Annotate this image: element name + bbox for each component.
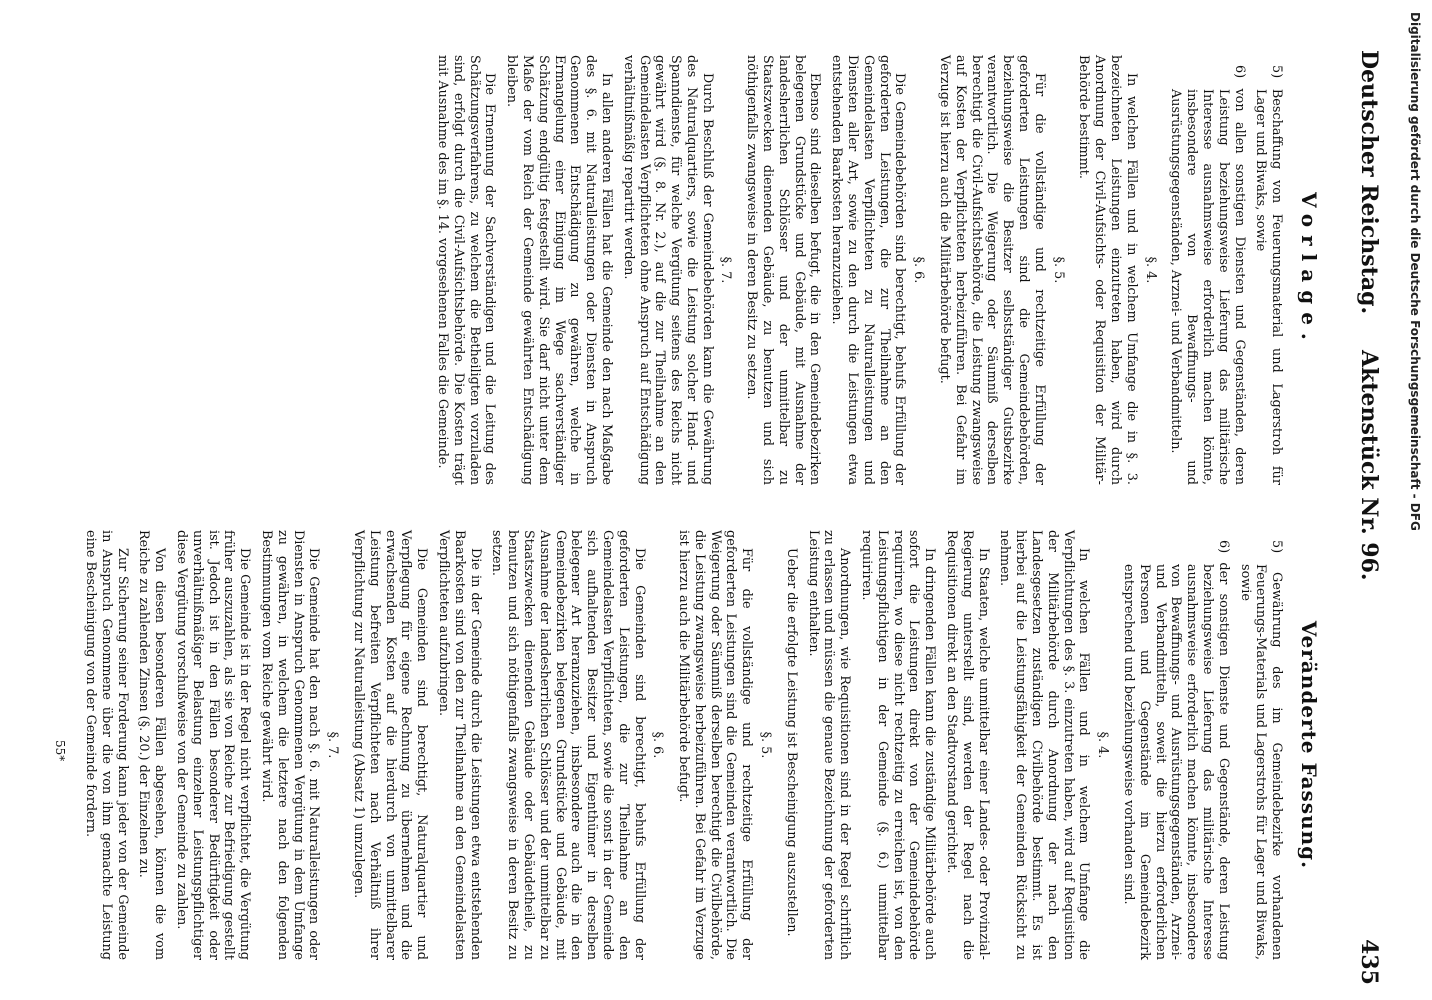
header-left-title: Deutscher Reichstag. <box>1356 50 1382 315</box>
right-column-heading: Veränderte Fassung. <box>1297 620 1321 870</box>
page-header <box>1342 50 1382 985</box>
right-section-7-title: §. 7. <box>325 731 341 759</box>
left-column-vorlage <box>428 55 1322 485</box>
left-section-7-text-2: In allen anderen Fällen hat die Gemeinde den nach Maßgabe des §. 6. mit Naturalleistungen oder Diensten in Anspruch Genommenen Entschädigung zu gewähren, welche in Ermangelung einer Einigung im Wege sachverständiger Schätzung endgültig festgestellt wird. Sie darf nicht unter dem Maße der vom Reich der Gemeinde gewährten Entschädigung bleiben. <box>504 55 614 485</box>
left-section-5-title: §. 5. <box>1050 256 1066 284</box>
left-section-7-text-3: Die Ernennung der Sachverständigen und die Leitung des Schätzungsverfahrens, zu welchem die Betheiligten vorzuladen sind, erfolgt durch die Civil-Aufsichtsbehörde. Die Kosten trägt mit Ausnahme des im §. 14. vorgesehenen Falles die Gemeinde. <box>434 55 498 485</box>
left-section-4-title: §. 4. <box>1142 256 1158 284</box>
right-item-6: 6) der sonstigen Dienste und Gegenstände, deren Leistung beziehungsweise Lieferung das militärische Interesse ausnahmsweise erforderlich machen könnte, insbesondere von Bewaffnungs- und Ausrüstungsgegenständen, Arznei- und Verbandmitteln, soweit die hierzu erforderlichen Personen und Gegenstände im Gemeindebezirk entsprechend und beziehungsweise vorhanden sind. <box>1121 540 1231 960</box>
right-section-6-text-3: Die Gemeinden sind berechtigt, Naturalquartier und Verpflegung für eigene Rechnung zu übernehmen und die erwachsenden Kosten auf die hierdurch von unmittelbarer Leistung befreiten Verpflichteten nach Verhältniß ihrer Verpflichtung zur Naturalleistung (Absatz 1) umzulegen. <box>350 530 430 960</box>
right-section-7-text-1: Die Gemeinde hat den nach §. 6. mit Naturalleistungen oder Diensten in Anspruch Genommenen Vergütung in dem Umfange zu gewähren, in welchem die letztere nach den folgenden Bestimmungen vom Reiche gewährt wird. <box>258 530 322 960</box>
right-section-4-text-3: In dringenden Fällen kann die zuständige Militärbehörde auch sofort die Leistungen direkt von der Gemeindebehörde requiriren, wo diese nicht rechtzeitig zu erreichen ist, von den Leistungspflichtigen in der Gemeinde (§. 6.) unmittelbar requiriren. <box>859 530 938 960</box>
digitization-side-note <box>1402 12 1424 988</box>
page-number: 435 <box>1356 939 1382 985</box>
header-center-title: Aktenstück Nr. 96. <box>1356 350 1382 581</box>
footer-signature-mark: 55* <box>53 740 67 762</box>
right-section-4-text-5: Ueber die erfolgte Leistung ist Bescheinigung auszustellen. <box>783 548 799 937</box>
left-item-5: 5) Beschaffung von Feuerungsmaterial und Lagerstroh für Lager und Biwaks, sowie <box>1253 65 1285 485</box>
right-section-4-title: §. 4. <box>1095 731 1111 759</box>
right-section-6-title: §. 6. <box>650 731 666 759</box>
right-section-6-text-1: Die Gemeinden sind berechtigt, behufs Erfüllung der geforderten Leistungen, die zur Theilnahme an den Gemeindelasten Verpflichteten, sowie die sonst in der Gemeinde sich aufhaltenden Besitzer und Eigenthümer in derselben belegener Art heranzuziehen, insbesondere auch die in den Gemeindebezirken belegenen Grundstücke und Gebäude, mit Ausnahme der landesherrlichen Schlösser und der unmittelbar zu Staatszwecken dienenden Gebäude oder Gebäudetheile, zu benutzen und sich nöthigenfalls zwangsweise in deren Besitz zu setzen. <box>489 530 647 960</box>
right-section-5-text: Für die vollständige und rechtzeitige Erfüllung der geforderten Leistungen sind die Gemeinden verantwortlich. Die Weigerung oder Säumniß derselben berechtigt die Civilbehörde, die Leistung zwangsweise herbeizuführen. Bei Gefahr im Verzuge ist hierzu auch die Militärbehörde befugt. <box>676 530 755 960</box>
left-section-6-text-2: Ebenso sind dieselben befugt, die in den Gemeindebezirken belegenen Grundstücke und Gebäude, mit Ausnahme der landesherrlichen Schlösser und der unmittelbar zu Staatszwecken dienenden Gebäude, zu benutzen und sich nöthigenfalls zwangsweise in deren Besitz zu setzen. <box>744 55 823 485</box>
left-section-6-title: §. 6. <box>911 256 927 284</box>
left-section-4-text: In welchen Fällen und in welchem Umfange die in §. 3. bezeichneten Leistungen einzutreten haben, wird durch Anordnung der Civil-Aufsichts- oder Requisition der Militär-Behörde bestimmt. <box>1076 55 1139 485</box>
right-section-6-text-2: Die in der Gemeinde durch die Leistungen etwa entstehenden Baarkosten sind von den zur Theilnahme an den Gemeindelasten Verpflichteten aufzubringen. <box>435 530 483 960</box>
left-section-6-text-1: Die Gemeindebehörden sind berechtigt, behufs Erfüllung der geforderten Leistungen, die zur Theilnahme an den Gemeindelasten Verpflichteten zu Naturalleistungen und Diensten aller Art, sowie zu den durch die Leistungen etwa entstehenden Baarkosten heranzuziehen. <box>829 55 908 485</box>
left-column-heading: Vorlage. <box>1297 192 1321 348</box>
right-section-5-title: §. 5. <box>758 731 774 759</box>
left-section-7-title: §. 7. <box>718 256 734 284</box>
right-section-7-text-2: Die Gemeinde ist in der Regel nicht verpflichtet, die Vergütung früher auszuzahlen, als sie von Reiche zur Befriedigung gestellt ist. Jedoch ist in den Fällen besonderer Bedürftigkeit oder unverhältnißmäßiger Belastung einzelner Leistungspflichtiger diese Vergütung vorschußweise von der Gemeinde zu zahlen. <box>174 530 253 960</box>
right-section-4-text-2: In Staaten, welche unmittelbar einer Landes- oder Provinzial-Regierung unterstellt sind, werden der Regel nach die Requisitionen direkt an den Stadtvorstand gerichtet. <box>944 530 991 960</box>
left-item-6: 6) von allen sonstigen Diensten und Gegenständen, deren Leistung beziehungsweise Lieferung das militärische Interesse ausnahmsweise erforderlich machen könnte, insbesondere von Bewaffnungs- und Ausrüstungsgegenständen, Arznei- und Verbandmitteln. <box>1168 65 1247 485</box>
right-column-veraenderte-fassung <box>76 530 1322 960</box>
right-section-7-text-3: Von diesen besonderen Fällen abgesehen, können die vom Reiche zu zahlenden Zinsen (§. 20.) der Einzelnen zu. <box>136 530 168 960</box>
right-section-7-text-4: Zur Sicherung seiner Forderung kann jeder von der Gemeinde in Anspruch Genommene über die von ihm gemachte Leistung eine Bescheinigung von der Gemeinde fordern. <box>83 530 130 960</box>
right-item-5: 5) Gewährung des im Gemeindebezirke vorhandenen Feuerungs-Materials und Lagerstrohs für Lager und Biwaks, sowie <box>1237 540 1285 960</box>
left-section-5-text: Für die vollständige und rechtzeitige Erfüllung der geforderten Leistungen sind die Gemeindebehörden, beziehungsweise die Besitzer selbstständiger Gutsbezirke verantwortlich. Die Weigerung oder Säumniß derselben berechtigt die Civil-Aufsichtsbehörde, die Leistung zwangsweise auf Kosten der Verpflichteten herbeizuführen. Bei Gefahr im Verzuge ist hierzu auch die Militärbehörde befugt. <box>937 55 1047 485</box>
dfg-credit-text: Digitalisierung gefördert durch die Deutsche Forschungsgemeinschaft - DFG <box>1408 12 1422 531</box>
right-section-4-text-4: Anordnungen, wie Requisitionen sind in der Regel schriftlich zu erlassen und müssen die genaue Bezeichnung der geforderten Leistung enthalten. <box>805 530 853 960</box>
left-section-7-text-1: Durch Beschluß der Gemeindebehörden kann die Gewährung des Naturalquartiers, sowie die Leistung solcher Hand- und Spanndienste, für welche Vergütung seitens des Reichs nicht gewährt wird (§. 8. Nr. 2.), auf die zur Theilnahme an den Gemeindelasten Verpflichteten ohne Anspruch auf Entschädigung verhältnißmäßig repartirt werden. <box>620 55 715 485</box>
right-section-4-text-1: In welchen Fällen und in welchem Umfange die Verpflichtungen des §. 3. einzutreten haben, wird auf Requisition der Militärbehörde durch Anordnung der nach den Landesgesetzen zuständigen Civilbehörde bestimmt. Es ist hierbei auf die Leistungsfähigkeit der Gemeinden Rücksicht zu nehmen. <box>997 530 1092 960</box>
